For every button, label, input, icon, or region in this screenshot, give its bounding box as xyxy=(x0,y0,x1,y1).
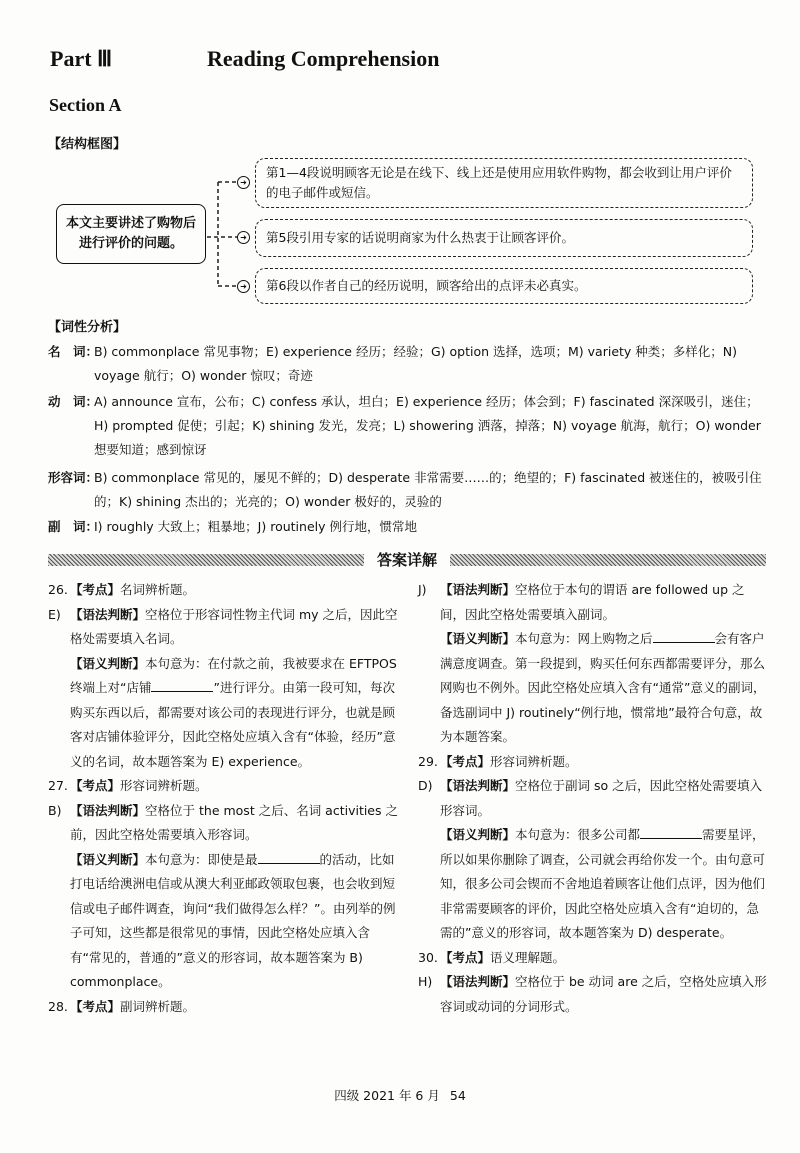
topic: 名词辨析题。 xyxy=(120,582,196,597)
tag: 【语法判断】 xyxy=(440,974,516,989)
left-column xyxy=(48,578,400,1019)
tag: 【语义判断】 xyxy=(440,827,516,842)
answer-key: H) xyxy=(418,974,433,989)
question-number: 27. xyxy=(48,778,68,793)
summary-box: 本文主要讲述了购物后进行评价的问题。 xyxy=(56,204,206,264)
text: 空格位于副词 so 之后，因此空格处需要填入形容词。 xyxy=(440,778,763,818)
text: 空格位于 be 动词 are 之后，空格处应填入形容词或动词的分词形式。 xyxy=(440,974,767,1014)
tag: 【考点】 xyxy=(440,949,491,965)
pos-row-noun xyxy=(48,340,768,388)
pos-row-verb xyxy=(48,390,768,462)
topic: 形容词辨析题。 xyxy=(490,753,578,769)
question-number: 30. xyxy=(418,949,438,965)
q26-heading xyxy=(48,578,400,603)
pos-text: B) commonplace 常见的，屡见不鲜的；D) desperate 非常需要……的；绝望的；F) fascinated 被迷住的，被吸引住的；K) shining 杰出的；光亮的；O) wonder 极好的，灵验的 xyxy=(94,470,762,509)
q29-semantic xyxy=(418,823,768,946)
tag: 【语义判断】 xyxy=(440,631,516,646)
right-column xyxy=(418,578,768,1019)
q29-grammar xyxy=(418,774,768,823)
text: 需要星评，所以如果你删除了调查，公司就会再给你发一个。由句意可知，很多公司会锲而不舍地追着顾客让他们点评，因为他们非常需要顾客的评价，因此空格处应填入含有“迫切的，急需的”意义的形容词，故本题答案为 D) desperate。 xyxy=(440,827,766,940)
tag: 【考点】 xyxy=(440,753,491,769)
text: 会有客户满意度调查。第一段提到，购买任何东西都需要评分，那么网购也不例外。因此空格处应填入含有“通常”意义的副词，备选副词中 J) routinely“例行地，惯常地”最符合句意，故为本题答案。 xyxy=(440,631,766,744)
pos-text: A) announce 宣布，公布；C) confess 承认，坦白；E) experience 经历；体会到；F) fascinated 深深吸引，迷住；H) prompted 促使；引起；K) shining 发光，发亮；L) showering 洒落，掉落；N) voyage 航海，航行；O) wonder 想要知道；感到惊讶 xyxy=(94,394,761,457)
footer-exam: 四级 2021 年 6 月 xyxy=(334,1088,440,1103)
pos-label: 名 词： xyxy=(48,344,99,359)
text: 空格位于形容词性物主代词 my 之后，因此空格处需要填入名词。 xyxy=(70,606,398,646)
part-name: Reading Comprehension xyxy=(207,46,440,71)
structure-heading: 【结构框图】 xyxy=(48,137,127,152)
text: 的活动，比如打电话给澳洲电信或从澳大利亚邮政领取包裹，也会收到短信或电子邮件调查，询问“我们做得怎么样？”。由列举的例子可知，这些都是很常见的事情，因此空格处应填入含有“常见的，普通的”意义的形容词，故本题答案为 B) commonplace。 xyxy=(70,851,396,989)
pos-text: I) roughly 大致上；粗暴地；J) routinely 例行地，惯常地 xyxy=(94,519,417,534)
arrow-circle-icon: ➜ xyxy=(237,231,250,244)
structure-branch-1: 第1—4段说明顾客无论是在线下、线上还是使用应用软件购物，都会收到让用户评价的电子邮件或短信。 xyxy=(255,158,753,208)
text: 本句意为：很多公司都 xyxy=(515,827,641,842)
banner-hatch-left xyxy=(48,554,364,566)
answer-blank xyxy=(151,679,213,692)
question-number: 26. xyxy=(48,582,68,597)
pos-row-adverb xyxy=(48,515,768,539)
arrow-circle-icon: ➜ xyxy=(237,176,250,189)
q26-grammar xyxy=(48,603,400,652)
topic: 形容词辨析题。 xyxy=(120,778,208,793)
tag: 【考点】 xyxy=(70,582,121,597)
banner-title: 答案详解 xyxy=(376,551,437,569)
question-number: 28. xyxy=(48,998,68,1014)
answer-key: J) xyxy=(418,582,427,597)
q28-heading xyxy=(48,995,400,1020)
q30-heading xyxy=(418,946,768,971)
arrow-circle-icon: ➜ xyxy=(237,280,250,293)
text: 空格位于本句的谓语 are followed up 之间，因此空格处需要填入副词。 xyxy=(440,582,745,622)
tag: 【语义判断】 xyxy=(70,851,146,867)
text: ”进行评分。由第一段可知，每次购买东西以后，都需要对该公司的表现进行评分，也就是顾客对店铺体验评分，因此空格处应填入含有“体验，经历”意义的名词，故本题答案为 E) experience。 xyxy=(70,680,396,769)
text: 空格位于 the most 之后、名词 activities 之前，因此空格处需要填入形容词。 xyxy=(70,802,398,842)
banner-hatch-right xyxy=(450,554,766,566)
tag: 【考点】 xyxy=(70,998,121,1014)
page-number: 54 xyxy=(449,1088,466,1103)
section-heading: Section A xyxy=(49,95,122,115)
answer-key: E) xyxy=(48,606,61,622)
q30-grammar xyxy=(418,970,768,1019)
answer-key: B) xyxy=(48,802,62,818)
q27-heading xyxy=(48,774,400,799)
tag: 【语义判断】 xyxy=(70,655,146,671)
answer-key: D) xyxy=(418,778,433,793)
pos-text: B) commonplace 常见事物；E) experience 经历；经验；G) option 选择，选项；M) variety 种类；多样化；N) voyage 航行；O) wonder 惊叹；奇迹 xyxy=(94,344,738,383)
page-footer xyxy=(0,1086,800,1104)
pos-label: 副 词： xyxy=(48,519,99,534)
answer-blank xyxy=(258,851,320,864)
text: 本句意为：在付款之前，我被要求在 EFTPOS 终端上对“店铺 xyxy=(70,655,397,695)
structure-branch-3: 第6段以作者自己的经历说明，顾客给出的点评未必真实。 xyxy=(255,268,753,304)
text: 本句意为：网上购物之后 xyxy=(515,631,653,646)
q28-grammar xyxy=(418,578,768,627)
text: 本句意为：即使是最 xyxy=(145,851,258,867)
tag: 【语法判断】 xyxy=(440,582,516,597)
answers-banner xyxy=(48,550,766,570)
answer-blank xyxy=(653,630,715,643)
question-number: 29. xyxy=(418,753,438,769)
tag: 【语法判断】 xyxy=(70,802,146,818)
pos-label: 动 词： xyxy=(48,394,99,409)
pos-label: 形容词： xyxy=(48,470,99,485)
structure-branch-2: 第5段引用专家的话说明商家为什么热衷于让顾客评价。 xyxy=(255,219,753,257)
topic: 语义理解题。 xyxy=(490,949,566,965)
topic: 副词辨析题。 xyxy=(120,998,196,1014)
tag: 【语法判断】 xyxy=(440,778,516,793)
q26-semantic xyxy=(48,652,400,775)
q27-grammar xyxy=(48,799,400,848)
answer-blank xyxy=(640,826,702,839)
tag: 【语法判断】 xyxy=(70,606,146,622)
q28-semantic xyxy=(418,627,768,750)
q27-semantic xyxy=(48,848,400,995)
part-label: Part Ⅲ xyxy=(50,46,113,71)
pos-heading: 【词性分析】 xyxy=(48,320,127,335)
tag: 【考点】 xyxy=(70,778,121,793)
pos-row-adjective xyxy=(48,466,768,514)
q29-heading xyxy=(418,750,768,775)
